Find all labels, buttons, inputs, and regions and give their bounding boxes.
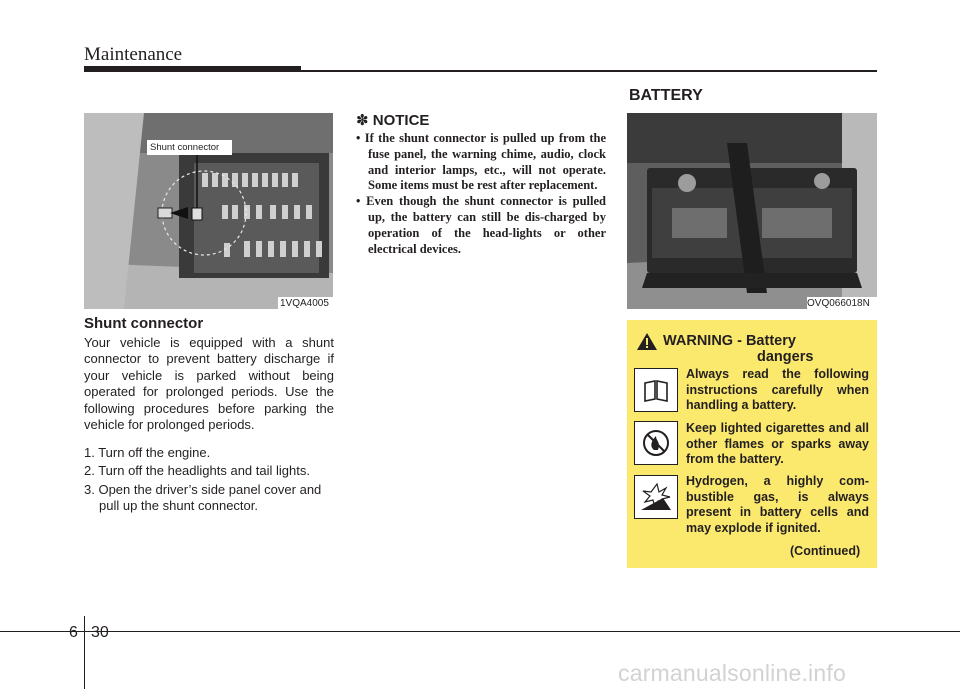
battery-heading: BATTERY (629, 87, 703, 104)
procedure-steps (84, 445, 336, 517)
notice-list (356, 131, 606, 257)
section-title: Maintenance (84, 44, 183, 65)
step-item: 2. Turn off the headlights and tail lights. (84, 463, 310, 479)
manual-book-icon (634, 368, 678, 412)
header-rule-thin (301, 70, 877, 72)
photo-code: 1VQA4005 (280, 298, 329, 309)
no-flame-icon (634, 421, 678, 465)
shunt-connector-heading: Shunt connector (84, 315, 204, 332)
warning-text: Always read the following instructions carefully when handling a battery. (686, 367, 869, 412)
page-number: 30 (91, 624, 109, 641)
chapter-number: 6 (69, 624, 78, 641)
warning-text: Keep lighted cigarettes and all other flames or sparks away from the battery. (686, 421, 869, 466)
photo-code: OVQ066018N (807, 298, 870, 309)
step-item: 3. Open the driver’s side panel cover and pull up the shunt connector. (84, 481, 322, 514)
warning-title: WARNING - Battery (663, 333, 796, 349)
battery-photo (627, 113, 877, 309)
footer-rule (0, 631, 960, 632)
footer-divider (84, 616, 85, 689)
continued-label: (Continued) (790, 544, 861, 558)
shunt-connector-photo (84, 113, 333, 309)
step-item: 1. Turn off the engine. (84, 445, 211, 460)
photo-callout-label: Shunt connector (150, 142, 220, 153)
battery-illustration (627, 113, 877, 309)
watermark: carmanualsonline.info (618, 660, 846, 686)
warning-text: Hydrogen, a highly com-bustible gas, is always present in battery cells and may explode if ignited. (686, 474, 869, 535)
notice-item: • Even though the shunt connector is pulled up, the battery can still be dis-charged by operation of the head-lights or other electrical devices. (356, 194, 606, 256)
header-rule-thick (84, 66, 301, 72)
warning-triangle-icon (637, 333, 657, 350)
warning-subtitle: dangers (757, 349, 814, 365)
notice-item: • If the shunt connector is pulled up from the fuse panel, the warning chime, audio, clock and interior lamps, etc., will not operate. Some items must be rest after replacement. (356, 131, 606, 193)
shunt-connector-body: Your vehicle is equipped with a shunt connector to prevent battery discharge if your vehicle is parked without being operated for prolonged periods. Use the following procedures before parking the vehicle for prolonged periods. (84, 335, 334, 433)
notice-heading: ✽ NOTICE (356, 112, 430, 129)
explosion-icon (634, 475, 678, 519)
